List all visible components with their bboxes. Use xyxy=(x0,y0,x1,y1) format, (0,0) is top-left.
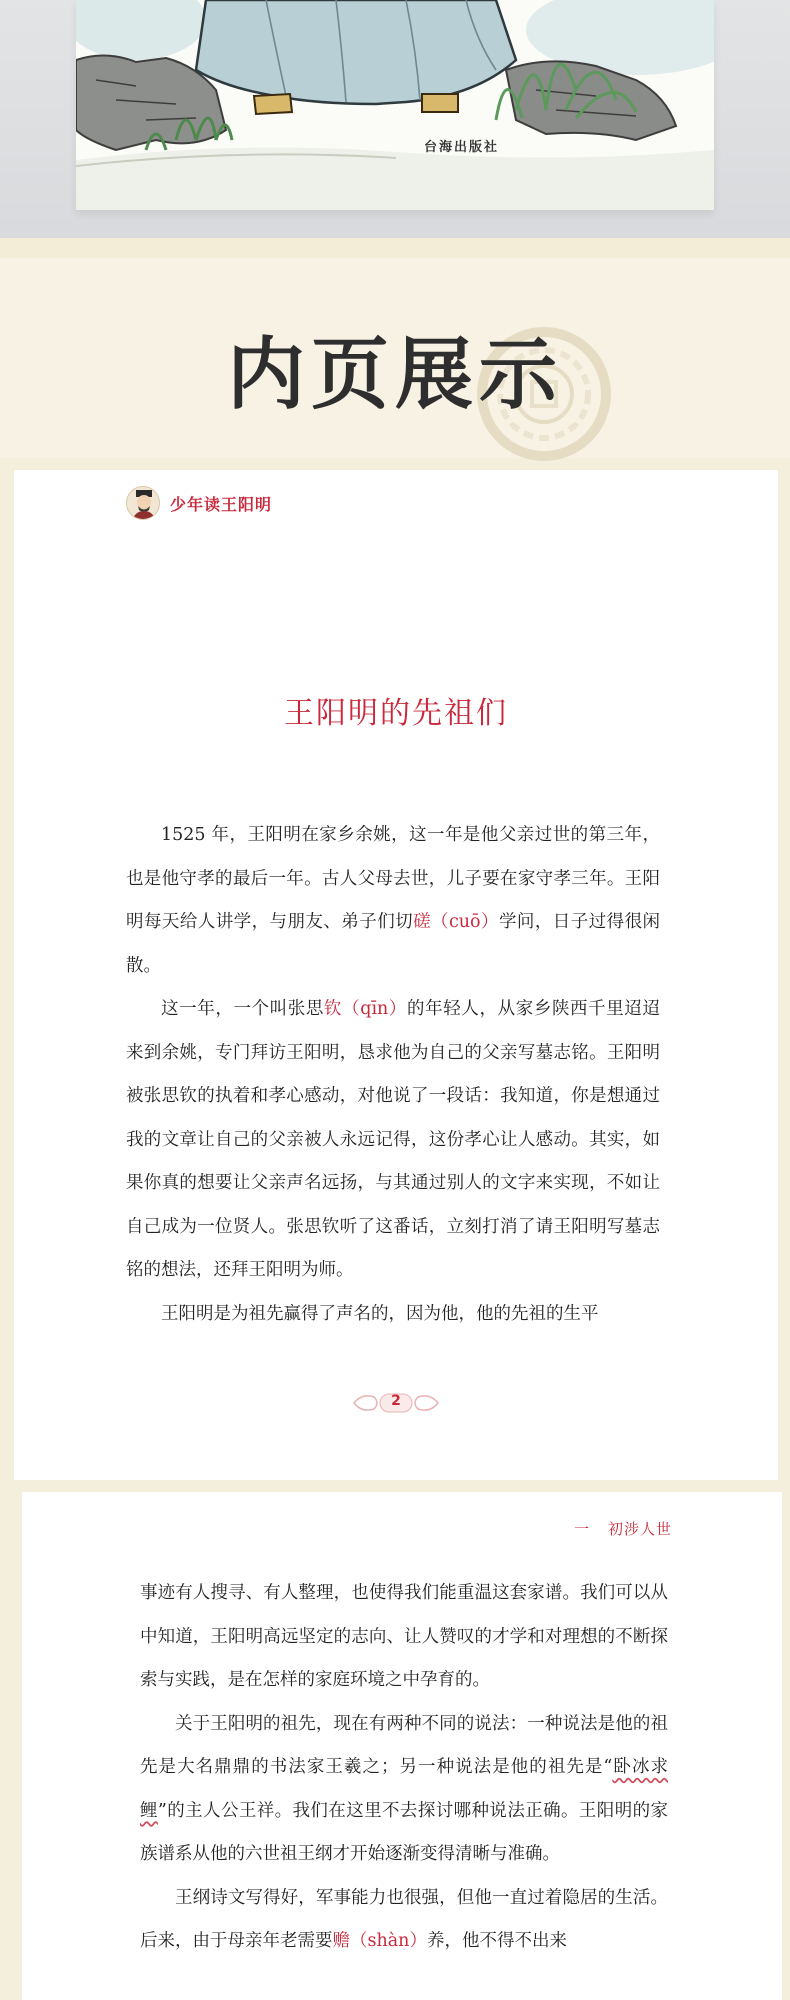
avatar xyxy=(126,486,160,520)
paragraph: 王纲诗文写得好，军事能力也很强，但他一直过着隐居的生活。后来，由于母亲年老需要赡（shàn）养，他不得不出来 xyxy=(140,1887,668,1951)
page-one-body xyxy=(126,814,660,1336)
scholar-portrait-icon xyxy=(127,487,160,520)
paragraph: 事迹有人搜寻、有人整理，也使得我们能重温这套家谱。我们可以从中知道，王阳明高远坚定的志向、让人赞叹的才学和对理想的不断探索与实践，是在怎样的家庭环境之中孕育的。 xyxy=(140,1583,668,1690)
paragraph: 王阳明是为祖先赢得了声名的，因为他，他的先祖的生平 xyxy=(161,1303,599,1324)
cover-band xyxy=(0,0,790,258)
chapter-running-head xyxy=(574,1518,672,1539)
page-two-body xyxy=(140,1572,668,1964)
pinyin-annotation: 钦（qīn） xyxy=(324,999,408,1019)
chapter-number: 一 xyxy=(573,1520,590,1538)
section-title: 内页展示 xyxy=(226,330,563,420)
paragraph: 这一年，一个叫张思钦（qīn）的年轻人，从家乡陕西千里迢迢来到余姚，专门拜访王阳明，恳求他为自己的父亲写墓志铭。王阳明被张思钦的执着和孝心感动，对他说了一段话：我知道，你是想通过我的文章让自己的父亲被人永远记得，这份孝心让人感动。其实，如果你真的想要让父亲声名远扬，与其通过别人的文字来实现，不如让自己成为一位贤人。张思钦听了这番话，立刻打消了请王阳明写墓志铭的想法，还拜王阳明为师。 xyxy=(126,999,661,1280)
book-page-left xyxy=(14,470,778,1480)
paragraph: 关于王阳明的祖先，现在有两种不同的说法：一种说法是他的祖先是大名鼎鼎的书法家王羲之；另一种说法是他的祖先是“卧冰求鲤”的主人公王祥。我们在这里不去探讨哪种说法正确。王阳明的家族谱系从他的六世祖王纲才开始逐渐变得清晰与准确。 xyxy=(140,1713,669,1864)
chapter-title: 王阳明的先祖们 xyxy=(284,696,508,731)
book-cover xyxy=(76,0,714,210)
running-head xyxy=(126,486,272,520)
pinyin-annotation: 赡（shàn） xyxy=(332,1931,427,1951)
section-heading-band xyxy=(0,258,790,458)
running-head-title: 少年读王阳明 xyxy=(170,494,273,514)
cover-illustration xyxy=(76,0,714,210)
chapter-name: 初涉人世 xyxy=(607,1520,672,1538)
cover-frame xyxy=(0,238,790,258)
paragraph: 1525 年，王阳明在家乡余姚，这一年是他父亲过世的第三年，也是他守孝的最后一年。古人父母去世，儿子要在家守孝三年。王阳明每天给人讲学，与朋友、弟子们切磋（cuō）学问，日子过得很闲散。 xyxy=(126,825,661,976)
publisher-name: 台海出版社 xyxy=(424,140,500,155)
pinyin-annotation: 磋（cuō） xyxy=(413,912,499,932)
wavy-underlined-phrase: 卧冰求鲤 xyxy=(140,1757,669,1821)
page-number: 2 xyxy=(391,1393,401,1409)
book-page-right xyxy=(22,1492,782,2000)
page-number-badge xyxy=(348,1390,444,1416)
